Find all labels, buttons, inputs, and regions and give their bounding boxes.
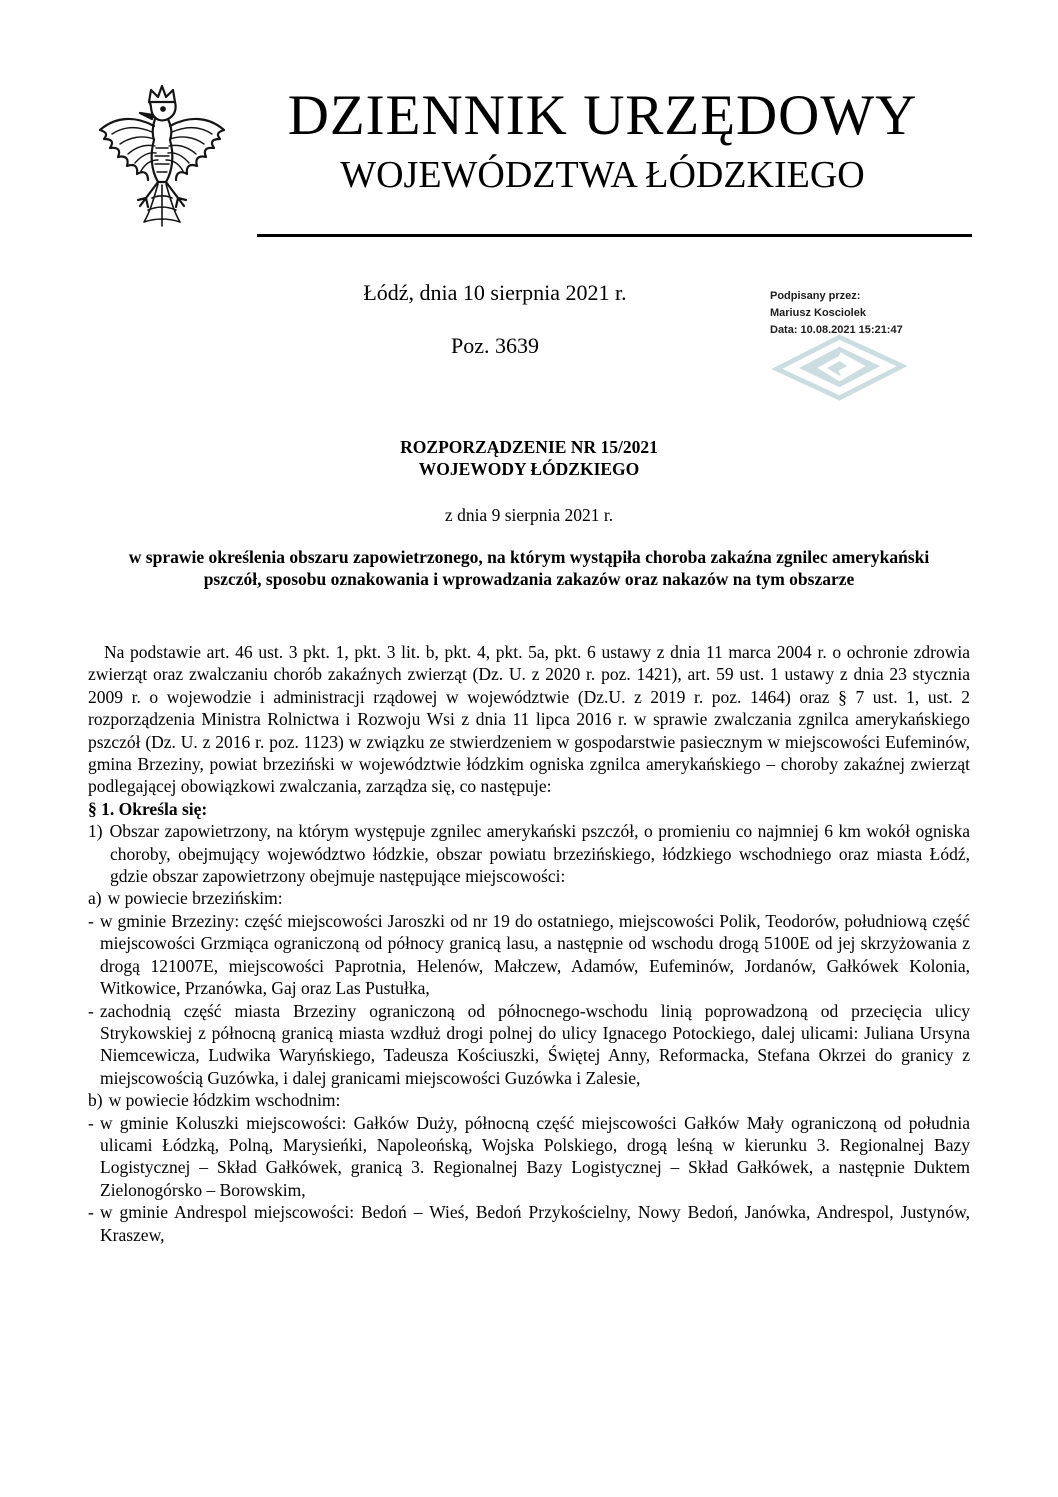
list-item-1	[88, 820, 970, 887]
section-1-heading: § 1. Określa się:	[88, 798, 208, 819]
dash-entry-b2	[88, 1201, 970, 1246]
dash-entry-a1	[88, 910, 970, 1000]
dash-entry-a1-text: w gminie Brzeziny: część miejscowości Jaroszki od nr 19 do ostatniego, miejscowości Polik, Teodorów, południową część miejscowości Grzmiąca ograniczoną od północy granicą lasu, a następnie od wschodu drogą 5100E od jej skrzyżowania z drogą 121007E, miejscowości Paprotnia, Helenów, Małczew, Adamów, Eufeminów, Jordanów, Gałkówek Kolonia, Witkowice, Przanówka, Gaj oraz Las Pustułka,	[99, 910, 970, 999]
dash-entry-b2-text: w gminie Andrespol miejscowości: Bedoń – Wieś, Bedoń Przykościelny, Nowy Bedoń, Janówka, Andrespol, Justynów, Kraszew,	[99, 1202, 970, 1245]
eagle-emblem-icon	[92, 82, 232, 247]
masthead	[230, 86, 975, 196]
act-subject: w sprawie określenia obszaru zapowietrzonego, na którym wystąpiła choroba zakaźna zgnilec amerykański pszczół, sposobu oznakowania i wprowadzania zakazów oraz nakazów na tym obszarze	[128, 547, 930, 589]
gazette-subtitle: WOJEWÓDZTWA ŁÓDZKIEGO	[340, 154, 865, 196]
position-number: Poz. 3639	[451, 333, 539, 358]
signer-name: Mariusz Kosciolek	[770, 307, 866, 319]
subitem-a-marker: a)	[88, 888, 102, 909]
preamble-paragraph: Na podstawie art. 46 ust. 3 pkt. 1, pkt. 3 lit. b, pkt. 4, pkt. 5a, pkt. 6 ustawy z dnia 11 marca 2004 r. o ochronie zdrowia zwierząt oraz zwalczaniu chorób zakaźnych zwierząt (Dz. U. z 2020 r. poz. 1421), art. 59 ust. 1 ustawy z dnia 23 stycznia 2009 r. o wojewodzie i administracji rządowej w województwie (Dz.U. z 2019 r. poz. 1464) oraz § 7 ust. 1, ust. 2 rozporządzenia Ministra Rolnictwa i Rozwoju Wsi z dnia 11 lipca 2016 r. w sprawie zwalczania zgnilca amerykańskiego pszczół (Dz. U. z 2016 r. poz. 1123) w związku ze stwierdzeniem w gospodarstwie pasiecznym w miejscowości Eufeminów, gmina Brzeziny, powiat brzeziński w województwie łódzkim ogniska zgnilca amerykańskiego – choroby zakaźnej zwierząt podlegającej obowiązkowi zwalczania, zarządza się, co następuje:	[88, 642, 970, 797]
dash-entry-a2-marker: -	[88, 1000, 94, 1021]
esignature-diamond-icon	[772, 334, 907, 402]
gazette-title: DZIENNIK URZĘDOWY	[287, 84, 918, 147]
dash-entry-a1-marker: -	[88, 910, 94, 931]
act-title-line1: ROZPORZĄDZENIE NR 15/2021	[400, 437, 658, 457]
list-item-1-text: Obszar zapowietrzony, na którym występuje zgnilec amerykański pszczół, o promieniu co najmniej 6 km wokół ogniska choroby, obejmujący województwo łódzkie, obszar powiatu brzezińskiego, łódzkiego wschodniego oraz miasta Łódź, gdzie obszar zapowietrzony obejmuje następujące miejscowości:	[109, 821, 970, 887]
subitem-a-text: w powiecie brzezińskim:	[107, 888, 283, 909]
document-body	[88, 641, 970, 1246]
signature-date: Data: 10.08.2021 15:21:47	[770, 324, 903, 336]
list-item-1-marker: 1)	[88, 821, 103, 842]
signed-by-label: Podpisany przez:	[770, 290, 861, 302]
masthead-divider	[257, 234, 972, 237]
subitem-b-label	[88, 1089, 970, 1111]
dash-entry-b1	[88, 1112, 970, 1202]
dash-entry-b1-text: w gminie Koluszki miejscowości: Gałków Duży, północną część miejscowości Gałków Mały ograniczoną od południa ulicami Łódzką, Polną, Marysieńki, Napoleońską, Wojska Polskiego, drogą leśną w kierunku 3. Regionalnej Bazy Logistycznej – Skład Gałkówek, granicą 3. Regionalnej Bazy Logistycznej – Skład Gałkówek, a następnie Duktem Zielonogórsko – Borowskim,	[99, 1112, 970, 1200]
subitem-b-marker: b)	[88, 1090, 103, 1111]
act-heading	[0, 436, 1058, 590]
subitem-a-label	[88, 887, 970, 909]
dash-entry-b1-marker: -	[88, 1112, 94, 1133]
subitem-b-text: w powiecie łódzkim wschodnim:	[108, 1090, 341, 1111]
dash-entry-a2	[88, 1000, 970, 1090]
dash-entry-a2-text: zachodnią część miasta Brzeziny ograniczoną od północnego-wschodu linią poprowadzoną od przecięcia ulicy Strykowskiej z północną granicą miasta wzdłuż drogi polnej do ulicy Ignacego Potockiego, dalej ulicami: Juliana Ursyna Niemcewicza, Ludwika Waryńskiego, Tadeusza Kościuszki, Świętej Anny, Reformacka, Stefana Okrzei do granicy z miejscowością Guzówka, i dalej granicami miejscowości Guzówka i Zalesie,	[99, 1000, 970, 1088]
act-date: z dnia 9 sierpnia 2021 r.	[444, 505, 614, 525]
signature-stamp	[770, 288, 1000, 339]
act-title-line2: WOJEWODY ŁÓDZKIEGO	[418, 459, 640, 479]
place-date-line: Łódź, dnia 10 sierpnia 2021 r.	[363, 280, 627, 305]
dash-entry-b2-marker: -	[88, 1202, 94, 1223]
